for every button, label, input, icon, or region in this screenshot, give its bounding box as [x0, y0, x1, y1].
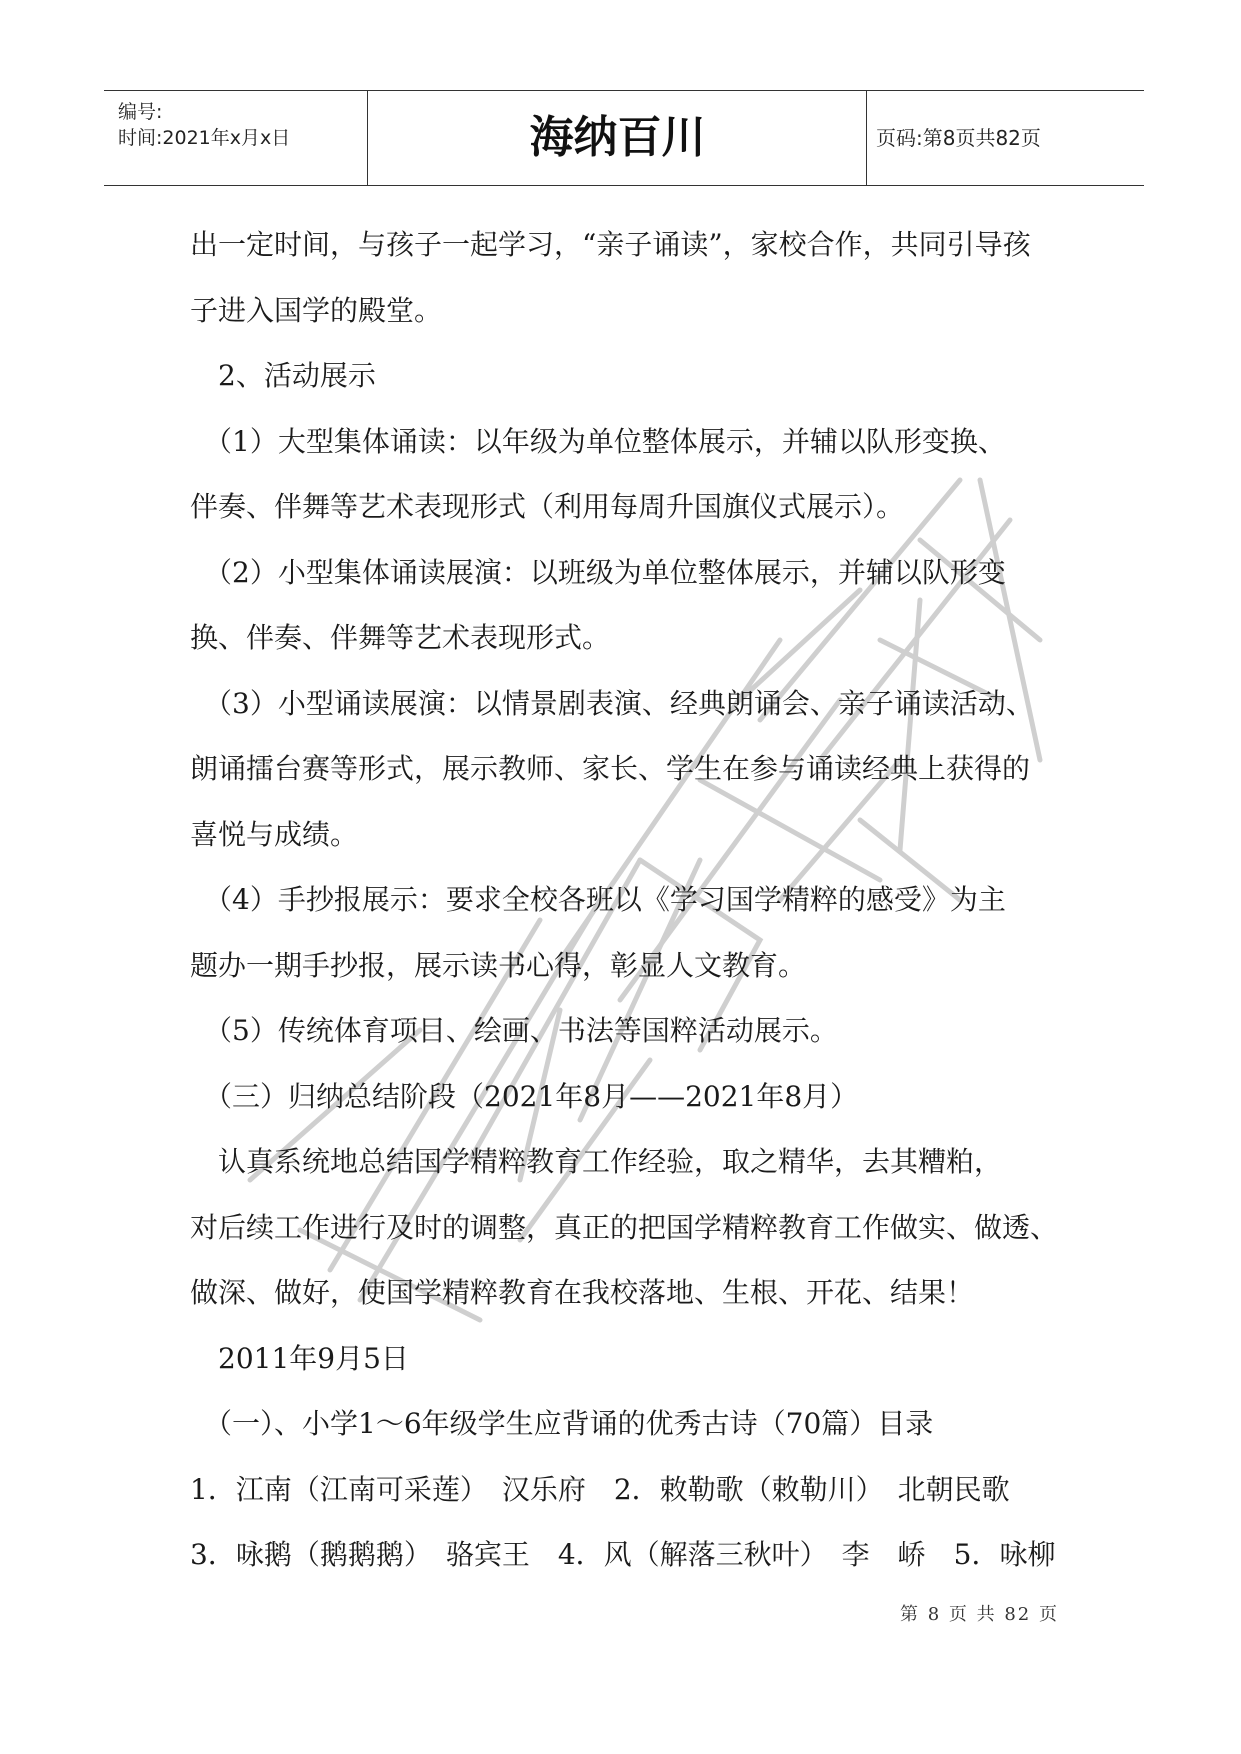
body-line: 做深、做好，使国学精粹教育在我校落地、生根、开花、结果！ [190, 1276, 975, 1309]
body-line: 2、活动展示 [190, 359, 376, 392]
header-meta [118, 91, 368, 185]
body-line: 2011年9月5日 [190, 1341, 409, 1375]
body-line: （三）归纳总结阶段（2021年8月——2021年8月） [190, 1079, 859, 1113]
body-line: （2）小型集体诵读展演：以班级为单位整体展示，并辅以队形变 [190, 555, 1006, 589]
page-header [104, 90, 1144, 186]
body-line: （1）大型集体诵读：以年级为单位整体展示，并辅以队形变换、 [190, 424, 1006, 458]
body-line: 题办一期手抄报，展示读书心得，彰显人文教育。 [190, 948, 807, 982]
body-line: 认真系统地总结国学精粹教育工作经验，取之精华，去其糟粕， [190, 1145, 1003, 1178]
body-line: 对后续工作进行及时的调整，真正的把国学精粹教育工作做实、做透、 [190, 1210, 1059, 1244]
header-title: 海纳百川 [529, 112, 706, 163]
document-time-label: 时间:2021年x月x日 [118, 127, 291, 149]
body-line: （5）传统体育项目、绘画、书法等国粹活动展示。 [190, 1014, 838, 1047]
body-line: 喜悦与成绩。 [190, 817, 359, 851]
page-footer: 第 8 页 共 82 页 [900, 1604, 1059, 1625]
body-line: 朗诵擂台赛等形式，展示教师、家长、学生在参与诵读经典上获得的 [190, 752, 1031, 785]
body-line: 换、伴奏、伴舞等艺术表现形式。 [190, 621, 611, 654]
body-line: 子进入国学的殿堂。 [190, 293, 443, 327]
body-line: （一）、小学1～6年级学生应背诵的优秀古诗（70篇）目录 [190, 1407, 934, 1440]
body-line: （3）小型诵读展演：以情景剧表演、经典朗诵会、亲子诵读活动、 [190, 686, 1034, 720]
document-body [190, 212, 1070, 1588]
header-page-label: 页码:第8页共82页 [876, 126, 1041, 150]
body-line: （4）手抄报展示：要求全校各班以《学习国学精粹的感受》为主 [190, 883, 1006, 916]
body-line: 伴奏、伴舞等艺术表现形式（利用每周升国旗仪式展示）。 [190, 490, 905, 523]
body-line: 1．江南（江南可采莲） 汉乐府 2．敕勒歌（敕勒川） 北朝民歌 [190, 1472, 1010, 1506]
body-line: 出一定时间，与孩子一起学习，“亲子诵读”，家校合作，共同引导孩 [190, 228, 1031, 261]
body-line: 3．咏鹅（鹅鹅鹅） 骆宾王 4．风（解落三秋叶） 李 峤 5．咏柳 [190, 1538, 1056, 1571]
header-divider-left [367, 91, 368, 185]
document-number-label: 编号: [118, 101, 163, 123]
